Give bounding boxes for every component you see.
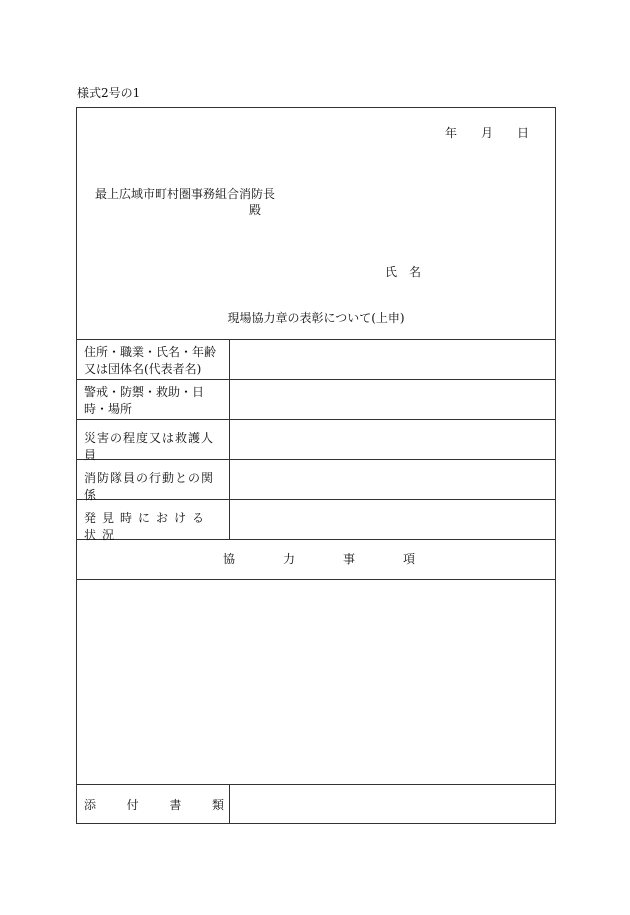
cooperation-char-4: 項 xyxy=(402,552,415,566)
form-number: 様式2号の1 xyxy=(77,86,141,100)
name-label-1: 氏 xyxy=(385,265,398,279)
label-divider-upper xyxy=(229,339,230,539)
field-label-damage: 災害の程度又は救護人員 xyxy=(84,431,215,462)
form-frame xyxy=(76,107,556,824)
field-value-incident[interactable] xyxy=(231,380,555,419)
date-line xyxy=(445,124,529,141)
attachments-char-1: 添 xyxy=(84,798,97,812)
attachments-char-3: 書 xyxy=(169,798,182,812)
date-month: 月 xyxy=(480,126,493,140)
cooperation-char-3: 事 xyxy=(342,552,355,566)
name-label-2: 名 xyxy=(408,265,421,279)
attachments-char-4: 類 xyxy=(211,798,224,812)
subject-title: 現場協力章の表彰について(上申) xyxy=(227,311,405,325)
date-day: 日 xyxy=(516,126,529,140)
attachments-value[interactable] xyxy=(231,785,555,824)
field-value-relation[interactable] xyxy=(231,460,555,499)
date-year: 年 xyxy=(445,126,458,140)
field-value-damage[interactable] xyxy=(231,420,555,459)
addressee-honorific: 殿 xyxy=(249,203,262,217)
field-label-relation: 消防隊員の行動との関係 xyxy=(84,471,215,502)
addressee-organization: 最上広域市町村圏事務組合消防長 xyxy=(95,187,276,201)
cooperation-header xyxy=(223,550,415,567)
field-label-discovery: 発見時における状況 xyxy=(84,511,211,542)
applicant-name-label xyxy=(385,263,421,280)
field-value-discovery[interactable] xyxy=(231,500,555,539)
label-divider-lower xyxy=(229,784,230,824)
attachments-label xyxy=(84,796,224,813)
field-label-incident: 警戒・防禦・救助・日時・場所 xyxy=(84,385,205,416)
rule-cooperation-header xyxy=(77,579,555,580)
field-label-address: 住所・職業・氏名・年齢又は団体名(代表者名) xyxy=(84,345,217,376)
attachments-char-2: 付 xyxy=(126,798,139,812)
cooperation-char-2: 力 xyxy=(282,552,295,566)
field-value-address[interactable] xyxy=(231,340,555,379)
cooperation-char-1: 協 xyxy=(223,552,236,566)
cooperation-content-area[interactable] xyxy=(79,581,553,783)
